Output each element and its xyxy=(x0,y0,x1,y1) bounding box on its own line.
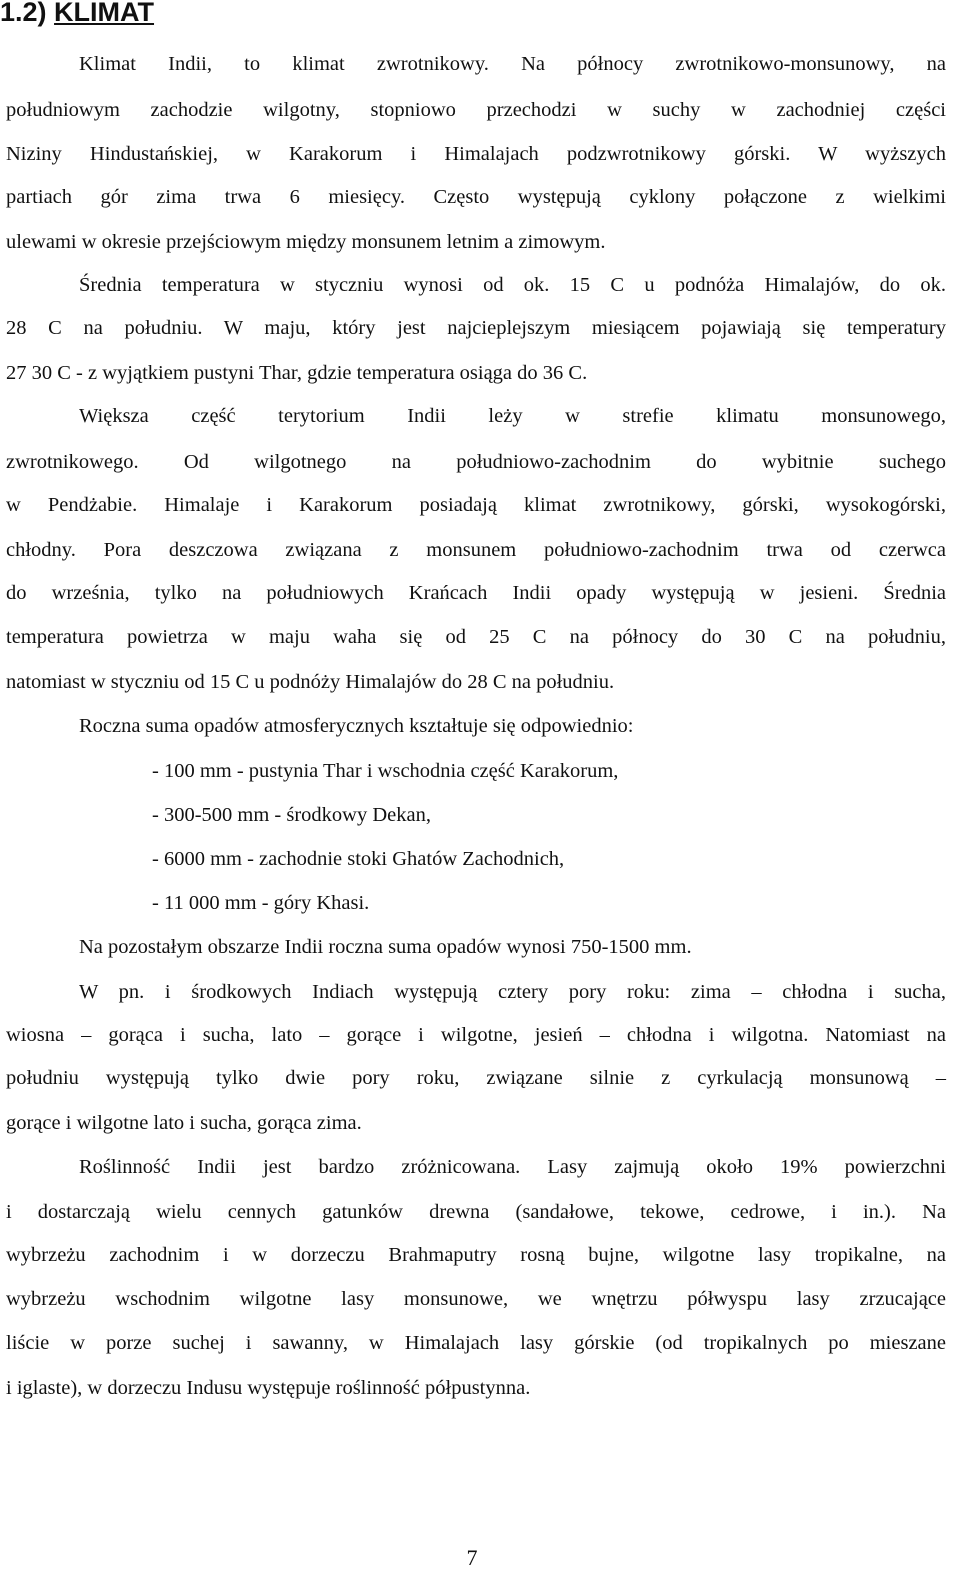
text-line: do września, tylko na południowych Krańcach Indii opady występują w jesieni. Średnia xyxy=(6,582,946,604)
text-line: wybrzeżu wschodnim wilgotne lasy monsunowe, we wnętrzu półwyspu lasy zrzucające xyxy=(6,1288,946,1310)
text-line: W pn. i środkowych Indiach występują cztery pory roku: zima – chłodna i sucha, xyxy=(79,981,946,1003)
text-line: Klimat Indii, to klimat zwrotnikowy. Na północy zwrotnikowo-monsunowy, na xyxy=(79,53,946,75)
text-line: południowym zachodzie wilgotny, stopniowo przechodzi w suchy w zachodniej części xyxy=(6,99,946,121)
text-line: i iglaste), w dorzeczu Indusu występuje roślinność półpustynna. xyxy=(6,1377,531,1399)
text-line: wiosna – gorąca i sucha, lato – gorące i wilgotne, jesień – chłodna i wilgotna. Natomiast na xyxy=(6,1024,946,1046)
text-line: natomiast w styczniu od 15 C u podnóży Himalajów do 28 C na południu. xyxy=(6,671,615,693)
section-heading xyxy=(0,0,154,30)
text-line: 27 30 C - z wyjątkiem pustyni Thar, gdzie temperatura osiąga do 36 C. xyxy=(6,362,588,384)
text-line: ulewami w okresie przejściowym między monsunem letnim a zimowym. xyxy=(6,231,606,253)
list-item: - 100 mm - pustynia Thar i wschodnia część Karakorum, xyxy=(152,760,619,782)
text-line: i dostarczają wielu cennych gatunków drewna (sandałowe, tekowe, cedrowe, i in.). Na xyxy=(6,1201,946,1223)
text-line: zwrotnikowego. Od wilgotnego na południowo-zachodnim do wybitnie suchego xyxy=(6,451,946,473)
text-line: gorące i wilgotne lato i sucha, gorąca zima. xyxy=(6,1112,362,1134)
text-line: chłodny. Pora deszczowa związana z monsunem południowo-zachodnim trwa od czerwca xyxy=(6,539,946,561)
text-line: w Pendżabie. Himalaje i Karakorum posiadają klimat zwrotnikowy, górski, wysokogórski, xyxy=(6,494,946,516)
text-line: Roczna suma opadów atmosferycznych kształtuje się odpowiednio: xyxy=(79,715,634,737)
text-line: południu występują tylko dwie pory roku, związane silnie z cyrkulacją monsunową – xyxy=(6,1067,946,1089)
section-number: 1.2) xyxy=(0,0,47,27)
list-item: - 300-500 mm - środkowy Dekan, xyxy=(152,804,431,826)
page-number: 7 xyxy=(466,1545,478,1570)
section-title: KLIMAT xyxy=(54,0,155,27)
text-line: 28 C na południu. W maju, który jest najcieplejszym miesiącem pojawiają się temperatury xyxy=(6,317,946,339)
list-item: - 11 000 mm - góry Khasi. xyxy=(152,892,370,914)
list-item: - 6000 mm - zachodnie stoki Ghatów Zachodnich, xyxy=(152,848,565,870)
text-line: Roślinność Indii jest bardzo zróżnicowana. Lasy zajmują około 19% powierzchni xyxy=(79,1156,946,1178)
text-line: temperatura powietrza w maju waha się od 25 C na północy do 30 C na południu, xyxy=(6,626,946,648)
text-line: Większa część terytorium Indii leży w strefie klimatu monsunowego, xyxy=(79,405,946,427)
text-line: wybrzeżu zachodnim i w dorzeczu Brahmaputry rosną bujne, wilgotne lasy tropikalne, na xyxy=(6,1244,946,1266)
text-line: partiach gór zima trwa 6 miesięcy. Często występują cyklony połączone z wielkimi xyxy=(6,186,946,208)
text-line: liście w porze suchej i sawanny, w Himalajach lasy górskie (od tropikalnych po mieszane xyxy=(6,1332,946,1354)
text-line: Średnia temperatura w styczniu wynosi od ok. 15 C u podnóża Himalajów, do ok. xyxy=(79,274,946,296)
text-line: Na pozostałym obszarze Indii roczna suma opadów wynosi 750-1500 mm. xyxy=(79,936,692,958)
text-line: Niziny Hindustańskiej, w Karakorum i Himalajach podzwrotnikowy górski. W wyższych xyxy=(6,143,946,165)
